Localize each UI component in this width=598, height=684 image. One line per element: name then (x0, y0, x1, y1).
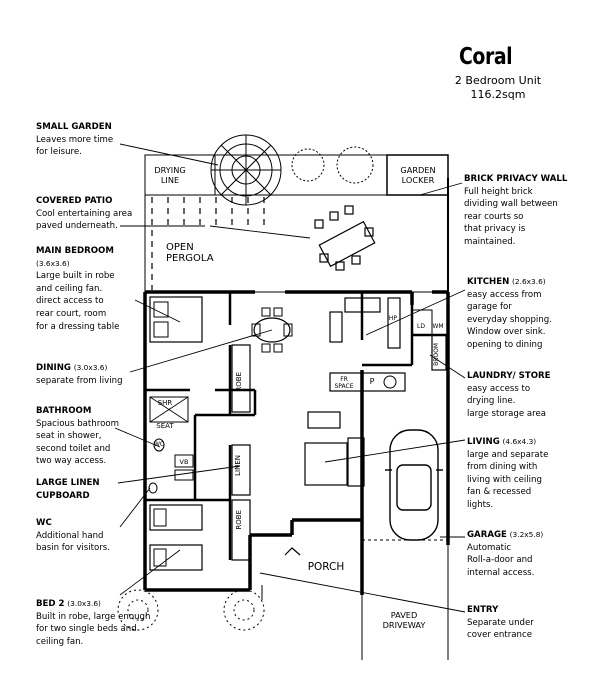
pantry-label: P (369, 377, 375, 386)
garden-locker-label: GARDEN LOCKER (400, 165, 436, 185)
main-bed (150, 297, 202, 342)
note-main-bedroom: MAIN BEDROOM (3.6x3.6) Large built in robe and ceiling fan. direct access to rear court, room for a dressing table (36, 246, 120, 332)
linen-dryer-label: LD (417, 323, 425, 330)
robe-1-label: ROBE (235, 372, 243, 392)
note-small-garden: SMALL GARDEN Leaves more time for leisure. (36, 122, 114, 158)
wc-label: WC (153, 441, 165, 448)
seat-label: SEAT (156, 422, 174, 430)
vanity-basin-label: VB (179, 458, 189, 466)
porch-label: PORCH (307, 561, 345, 573)
outdoor-table (315, 206, 375, 270)
paved-driveway-label: PAVED DRIVEWAY (382, 610, 426, 630)
leader-lines (115, 144, 465, 612)
car (385, 430, 443, 540)
note-brick-privacy-wall: BRICK PRIVACY WALL Full height brick dividing wall between rear courts so that privacy is maintained. (464, 174, 568, 247)
shower-label: SHR (157, 399, 173, 407)
washing-machine-label: WM (432, 323, 444, 330)
exterior-walls (145, 292, 448, 595)
note-linen-cupboard: LARGE LINEN CUPBOARD (36, 478, 100, 501)
robe-2-label: ROBE (235, 510, 243, 530)
note-kitchen: KITCHEN (2.6x3.6) easy access from garage for everyday shopping. Window over sink. opening to dining (467, 277, 552, 350)
note-bed-2: BED 2 (3.0x3.6) Built in robe, large enough for two single beds and ceiling fan. (36, 599, 151, 647)
open-pergola-label: OPEN PERGOLA (166, 242, 214, 264)
broom-label: BROOM (433, 343, 440, 366)
sofa-1 (308, 412, 340, 428)
note-covered-patio: COVERED PATIO Cool entertaining area paved underneath. (36, 196, 133, 232)
note-living: LIVING (4.6x4.3) large and separate from dining with living with ceiling fan & recessed lights. (467, 437, 549, 510)
note-entry: ENTRY Separate under cover entrance (467, 605, 534, 641)
plan-area: 116.2sqm (470, 88, 526, 101)
plan-subtitle: 2 Bedroom Unit (454, 74, 542, 87)
fridge-space-label: FR SPACE (334, 376, 354, 390)
note-laundry-store: LAUNDRY/ STORE easy access to drying line. large storage area (467, 371, 551, 419)
note-dining: DINING (3.0x3.6) separate from living (36, 363, 123, 386)
drying-line-label: DRYING LINE (154, 165, 186, 185)
note-garage: GARAGE (3.2x5.8) Automatic Roll-a-door and internal access. (467, 530, 544, 578)
linen-label: LINEN (234, 455, 242, 476)
hotplate-label: HP (388, 315, 398, 322)
note-wc: WC Additional hand basin for visitors. (36, 518, 111, 554)
plan-title: Coral (459, 44, 513, 70)
coffee-table (305, 443, 347, 485)
note-bathroom: BATHROOM Spacious bathroom seat in shower, second toilet and two way access. (36, 406, 119, 467)
